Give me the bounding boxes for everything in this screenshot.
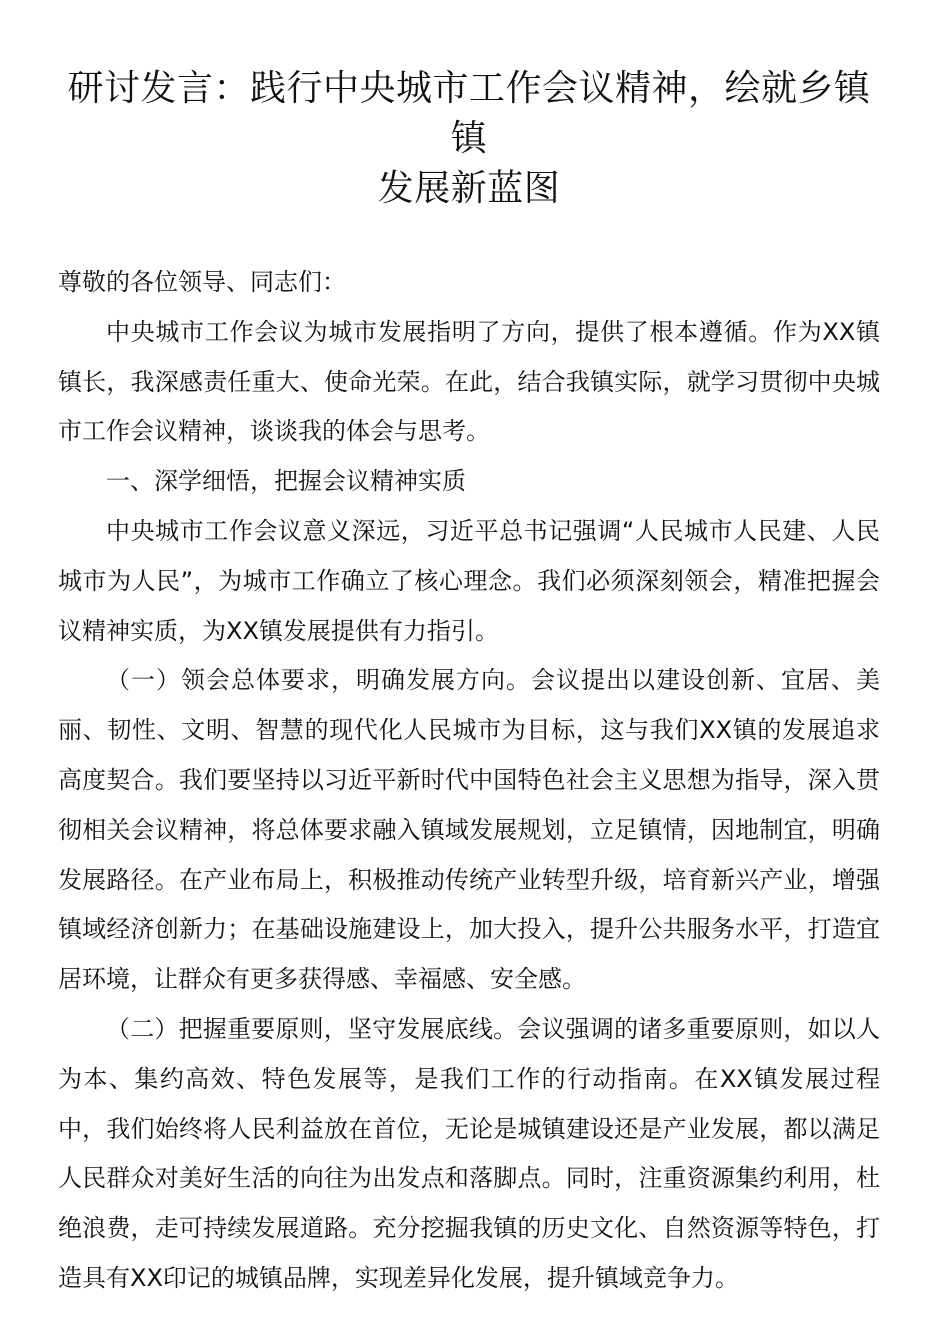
document-title: [58, 64, 880, 214]
paragraph-subsection-1: （一）领会总体要求，明确发展方向。会议提出以建设创新、宜居、美丽、韧性、文明、智慧的现代化人民城市为目标，这与我们XX镇的发展追求高度契合。我们要坚持以习近平新时代中国特色社会主义思想为指导，深入贯彻相关会议精神，将总体要求融入镇域发展规划，立足镇情，因地制宜，明确发展路径。在产业布局上，积极推动传统产业转型升级，培育新兴产业，增强镇域经济创新力；在基础设施建设上，加大投入，提升公共服务水平，打造宜居环境，让群众有更多获得感、幸福感、安全感。: [58, 666, 880, 994]
title-line-2: 发展新蓝图: [377, 168, 561, 209]
paragraph-subsection-2: （二）把握重要原则，坚守发展底线。会议强调的诸多重要原则，如以人为本、集约高效、特色发展等，是我们工作的行动指南。在XX镇发展过程中，我们始终将人民利益放在首位，无论是城镇建设还是产业发展，都以满足人民群众对美好生活的向往为出发点和落脚点。同时，注重资源集约利用，杜绝浪费，走可持续发展道路。充分挖掘我镇的历史文化、自然资源等特色，打造具有XX印记的城镇品牌，实现差异化发展，提升镇域竞争力。: [58, 1014, 880, 1292]
section-heading-1: 一、深学细悟，把握会议精神实质: [106, 467, 466, 496]
salutation: 尊敬的各位领导、同志们：: [58, 268, 346, 296]
paragraph-section-1: 中央城市工作会议意义深远，习近平总书记强调“人民城市人民建、人民城市为人民”，为城市工作确立了核心理念。我们必须深刻领会，精准把握会议精神实质，为XX镇发展提供有力指引。: [58, 516, 880, 645]
paragraph-intro: 中央城市工作会议为城市发展指明了方向，提供了根本遵循。作为XX镇镇长，我深感责任重大、使命光荣。在此，结合我镇实际，就学习贯彻中央城市工作会议精神，谈谈我的体会与思考。: [58, 317, 880, 446]
document-body: [58, 258, 880, 1304]
title-line-1: 研讨发言：践行中央城市工作会议精神，绘就乡镇镇: [67, 68, 871, 159]
